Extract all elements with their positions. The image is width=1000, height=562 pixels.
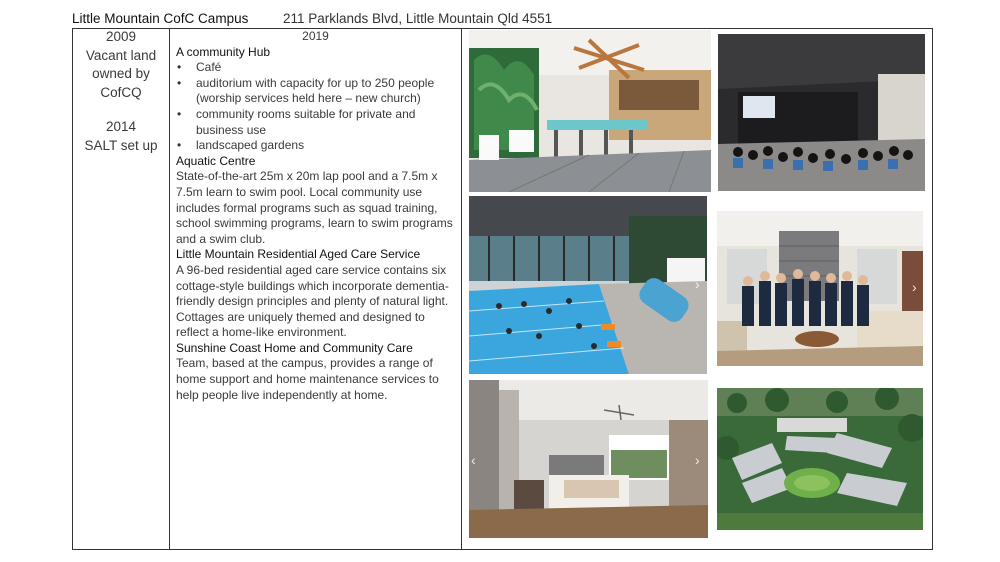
page-header (72, 11, 934, 29)
campus-address: 211 Parklands Blvd, Little Mountain Qld 4551 (283, 11, 553, 26)
details-content (170, 45, 461, 404)
aged-care-heading: Little Mountain Residential Aged Care Service (176, 247, 421, 262)
year-2009: 2009 (105, 29, 137, 44)
aquatic-text: State-of-the-art 25m x 20m lap pool and a 7.5m x 7.5m learn to swim pool. Local community use includes formal programs such as squad training, school swimming programs, learn to swim programs and a swim club. (176, 169, 453, 246)
year-2019: 2019 (302, 29, 329, 43)
year-2014: 2014 (105, 119, 137, 134)
history-line: CofCQ (100, 84, 142, 100)
hub-list (176, 60, 457, 154)
aquatic-heading: Aquatic Centre (176, 153, 256, 168)
chevron-right-icon[interactable]: › (912, 279, 917, 295)
staff-photo (717, 211, 923, 366)
bedroom-photo (469, 380, 708, 538)
list-item: • landscaped gardens (176, 138, 457, 154)
campus-title: Little Mountain CofC Campus (72, 11, 249, 26)
aerial-illustration (717, 388, 923, 530)
hub-heading: A community Hub (176, 44, 271, 59)
campus-table (72, 28, 933, 550)
photo-column (462, 29, 932, 549)
chevron-right-icon[interactable]: › (695, 452, 700, 468)
home-care-heading: Sunshine Coast Home and Community Care (176, 340, 413, 355)
history-line: SALT set up (84, 137, 158, 153)
list-item: • auditorium with capacity for up to 250 people (worship services held here – new church) (176, 76, 457, 107)
auditorium-illustration (718, 34, 925, 191)
home-care-text: Team, based at the campus, provides a range of home support and home maintenance services to help people live independently at home. (176, 356, 439, 402)
cafe-photo (469, 30, 711, 192)
chevron-right-icon[interactable]: › (695, 276, 700, 292)
pool-photo (469, 196, 707, 374)
details-column (170, 29, 462, 549)
auditorium-photo (718, 34, 925, 191)
staff-illustration (717, 211, 923, 366)
history-line: owned by (92, 66, 150, 81)
bedroom-illustration (469, 380, 708, 538)
list-item: • Café (176, 60, 457, 76)
history-line: Vacant land (85, 47, 157, 63)
aerial-photo (717, 388, 923, 530)
cafe-illustration (469, 30, 711, 192)
history-column (73, 29, 170, 549)
aged-care-text: A 96-bed residential aged care service contains six cottage-style buildings which incorporate dementia-friendly design principles and plenty of natural light. Cottages are uniquely themed and designed to reflect a home-like environment. (176, 262, 449, 340)
pool-illustration (469, 196, 707, 374)
list-item: • community rooms suitable for private and business use (176, 107, 457, 138)
chevron-left-icon[interactable]: ‹ (471, 452, 476, 468)
